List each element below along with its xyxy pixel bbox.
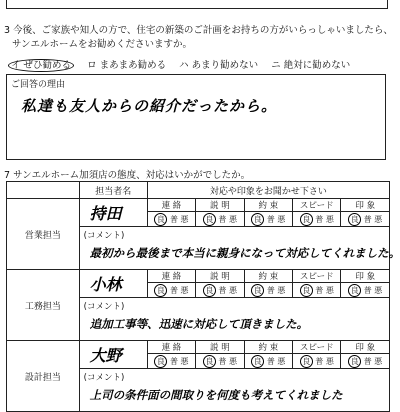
rating-cell[interactable] xyxy=(244,283,292,298)
rating-normal: 普 xyxy=(169,356,178,366)
header-eval: 対応や印象をお聞かせ下さい xyxy=(147,182,389,199)
rating-good-circled: 良 xyxy=(251,284,264,297)
criteria-explanation: 説 明 xyxy=(196,341,244,354)
rating-cell[interactable] xyxy=(341,212,390,227)
criteria-explanation: 説 明 xyxy=(196,270,244,283)
rating-cell[interactable] xyxy=(341,354,390,369)
name-cell xyxy=(79,270,147,298)
rating-good-circled: 良 xyxy=(300,284,313,297)
table-header-row xyxy=(7,182,390,199)
rating-bad: 悪 xyxy=(277,356,286,366)
criteria-speed: スピード xyxy=(293,341,341,354)
role-construction: 工務担当 xyxy=(7,270,80,341)
staff-name: 持田 xyxy=(89,204,122,223)
comment-label: (コメント) xyxy=(83,231,125,241)
criteria-contact: 連 絡 xyxy=(147,199,195,212)
rating-cell[interactable] xyxy=(293,354,341,369)
option-4[interactable]: ニ 絶対に勧めない xyxy=(271,60,351,71)
rating-bad: 悪 xyxy=(374,356,383,366)
q3-options xyxy=(8,57,360,71)
rating-bad: 悪 xyxy=(374,214,383,224)
rating-cell[interactable] xyxy=(147,212,195,227)
q3-line2: サンエルホームをお勧めくださいますか。 xyxy=(12,39,193,50)
rating-good-circled: 良 xyxy=(251,213,264,226)
option-3[interactable]: ハ あまり勧めない xyxy=(179,60,259,71)
comment-cell xyxy=(79,227,400,270)
rating-good-circled: 良 xyxy=(300,213,313,226)
question-7: 7 サンエルホーム加須店の態度、対応はいかがでしたか。 xyxy=(4,170,251,181)
criteria-explanation: 説 明 xyxy=(196,199,244,212)
header-name: 担当者名 xyxy=(79,182,147,199)
criteria-impression: 印 象 xyxy=(341,199,390,212)
rating-normal: 普 xyxy=(218,214,227,224)
rating-normal: 普 xyxy=(169,214,178,224)
rating-normal: 普 xyxy=(266,356,275,366)
rating-normal: 普 xyxy=(363,214,372,224)
rating-cell[interactable] xyxy=(196,354,244,369)
criteria-promise: 約 束 xyxy=(244,270,292,283)
rating-good-circled: 良 xyxy=(348,355,361,368)
rating-good-circled: 良 xyxy=(251,355,264,368)
q3-line1: 3 今後、ご家族や知人の方で、住宅の新築のご計画をお持ちの方がいらっしゃいましたら、 xyxy=(4,25,393,36)
rating-normal: 普 xyxy=(315,285,324,295)
rating-cell[interactable] xyxy=(147,283,195,298)
rating-good-circled: 良 xyxy=(203,284,216,297)
rating-cell[interactable] xyxy=(244,212,292,227)
table-row xyxy=(7,199,390,212)
rating-bad: 悪 xyxy=(180,214,189,224)
role-sales: 営業担当 xyxy=(7,199,80,270)
criteria-promise: 約 束 xyxy=(244,199,292,212)
name-cell xyxy=(79,341,147,369)
rating-cell[interactable] xyxy=(244,354,292,369)
name-cell xyxy=(79,199,147,227)
criteria-speed: スピード xyxy=(293,199,341,212)
reason-label: ご回答の理由 xyxy=(11,80,66,90)
criteria-contact: 連 絡 xyxy=(147,270,195,283)
table-row xyxy=(7,341,390,354)
rating-normal: 普 xyxy=(266,214,275,224)
question-3 xyxy=(4,24,400,52)
rating-good-circled: 良 xyxy=(203,355,216,368)
comment-handwriting: 上司の条件面の間取りを何度も考えてくれました xyxy=(89,388,343,402)
staff-name: 大野 xyxy=(89,346,122,365)
staff-evaluation-table xyxy=(6,181,400,412)
rating-bad: 悪 xyxy=(228,285,237,295)
rating-bad: 悪 xyxy=(228,356,237,366)
rating-bad: 悪 xyxy=(325,214,334,224)
comment-cell xyxy=(79,369,389,412)
rating-normal: 普 xyxy=(266,285,275,295)
comment-handwriting: 最初から最後まで本当に親身になって対応してくれました。 xyxy=(89,246,400,260)
rating-good-circled: 良 xyxy=(154,213,167,226)
option-1-selected[interactable]: イ ぜひ勧める xyxy=(8,59,74,72)
comment-label: (コメント) xyxy=(83,302,125,312)
reason-box xyxy=(6,74,386,160)
criteria-contact: 連 絡 xyxy=(147,341,195,354)
rating-bad: 悪 xyxy=(374,285,383,295)
criteria-speed: スピード xyxy=(293,270,341,283)
rating-cell[interactable] xyxy=(196,212,244,227)
rating-bad: 悪 xyxy=(277,285,286,295)
rating-bad: 悪 xyxy=(180,356,189,366)
rating-cell[interactable] xyxy=(293,212,341,227)
comment-cell xyxy=(79,298,389,341)
rating-bad: 悪 xyxy=(228,214,237,224)
rating-bad: 悪 xyxy=(180,285,189,295)
rating-good-circled: 良 xyxy=(300,355,313,368)
rating-bad: 悪 xyxy=(325,285,334,295)
rating-normal: 普 xyxy=(169,285,178,295)
rating-bad: 悪 xyxy=(325,356,334,366)
rating-normal: 普 xyxy=(315,356,324,366)
rating-cell[interactable] xyxy=(147,354,195,369)
rating-cell[interactable] xyxy=(196,283,244,298)
role-design: 設計担当 xyxy=(7,341,80,412)
previous-answer-box xyxy=(6,0,388,9)
rating-good-circled: 良 xyxy=(154,355,167,368)
rating-normal: 普 xyxy=(218,356,227,366)
rating-good-circled: 良 xyxy=(203,213,216,226)
rating-cell[interactable] xyxy=(341,283,390,298)
rating-good-circled: 良 xyxy=(348,284,361,297)
comment-handwriting: 追加工事等、迅速に対応して頂きました。 xyxy=(89,317,309,331)
rating-good-circled: 良 xyxy=(154,284,167,297)
option-2[interactable]: ロ まあまあ勧める xyxy=(87,60,167,71)
criteria-impression: 印 象 xyxy=(341,270,390,283)
rating-normal: 普 xyxy=(315,214,324,224)
rating-cell[interactable] xyxy=(293,283,341,298)
criteria-promise: 約 束 xyxy=(244,341,292,354)
table-row xyxy=(7,270,390,283)
rating-normal: 普 xyxy=(218,285,227,295)
staff-name: 小林 xyxy=(89,275,122,294)
header-blank xyxy=(7,182,80,199)
rating-good-circled: 良 xyxy=(348,213,361,226)
rating-normal: 普 xyxy=(363,356,372,366)
rating-normal: 普 xyxy=(363,285,372,295)
reason-handwriting: 私達も友人からの紹介だったから。 xyxy=(21,97,278,115)
rating-bad: 悪 xyxy=(277,214,286,224)
comment-label: (コメント) xyxy=(83,373,125,383)
criteria-impression: 印 象 xyxy=(341,341,390,354)
